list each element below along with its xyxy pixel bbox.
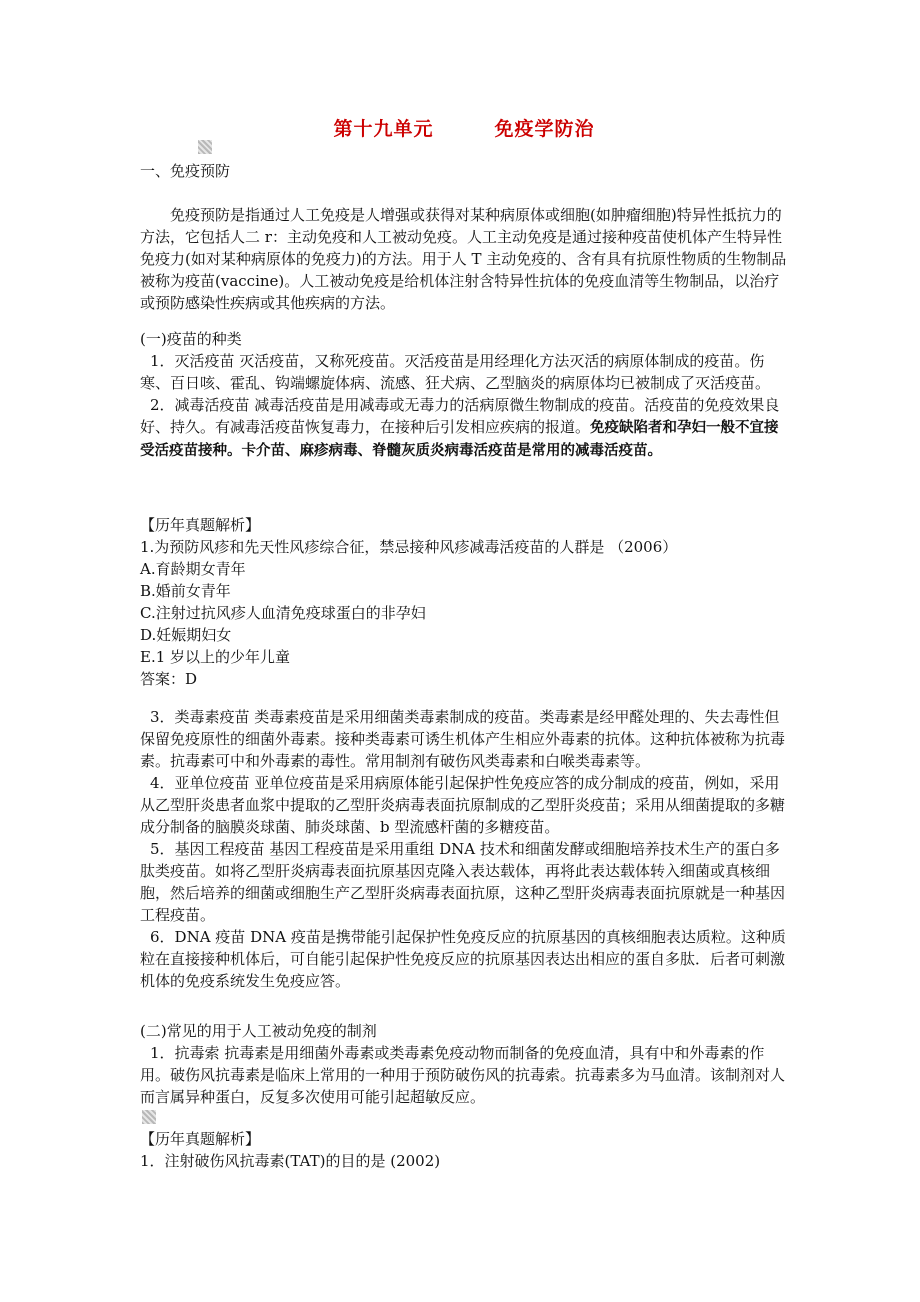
vaccine-types-section xyxy=(140,328,788,462)
section-heading-prevention: 一、免疫预防 xyxy=(140,162,231,180)
toxoid-vaccine-item: 3．类毒素疫苗 类毒素疫苗是采用细菌类毒素制成的疫苗。类毒素是经甲醛处理的、失去毒性但保留免疫原性的细菌外毒素。接种类毒素可诱生机体产生相应外毒素的抗体。这种抗体被称为抗毒素。抗毒素可中和外毒素的毒性。常用制剂有破伤风类毒素和白喉类毒素等。 xyxy=(140,708,786,770)
exam-option: E.1 岁以上的少年儿童 xyxy=(140,648,291,666)
passive-immunity-section xyxy=(140,1020,788,1108)
genetic-engineering-vaccine-item: 5．基因工程疫苗 基因工程疫苗是采用重组 DNA 技术和细菌发酵或细胞培养技术生产的蛋白多肽类疫苗。如将乙型肝炎病毒表面抗原基因克隆入表达载体，再将此表达载体转入细菌或真核细胞，然后培养的细菌或细胞生产乙型肝炎病毒表面抗原，这种乙型肝炎病毒表面抗原就是一种基因工程疫苗。 xyxy=(140,840,786,924)
exam-option: C.注射过抗风疹人血清免疫球蛋白的非孕妇 xyxy=(140,604,426,622)
watermark-icon xyxy=(198,140,212,154)
live-attenuated-vaccine-item: 2．减毒活疫苗 减毒活疫苗是用减毒或无毒力的活病原微生物制成的疫苗。活疫苗的免疫效果良好、持久。有减毒活疫苗恢复毒力，在接种后引发相应疾病的报道。免疫缺陷者和孕妇一般不宜接受活疫苗接种。卡介苗、麻疹病毒、脊髓灰质炎病毒活疫苗是常用的减毒活疫苗。 xyxy=(140,396,780,459)
bold-note: 免疫缺陷者和孕妇一般不宜接受活疫苗接种。卡介苗、麻疹病毒、脊髓灰质炎病毒活疫苗是常用的减毒活疫苗。 xyxy=(140,420,779,459)
exam-heading: 【历年真题解析】 xyxy=(140,1130,261,1148)
exam-question: 1.为预防风疹和先天性风疹综合征，禁忌接种风疹减毒活疫苗的人群是 （2006） xyxy=(140,538,678,556)
vaccine-types-continued xyxy=(140,706,788,992)
inactivated-vaccine-item: 1．灭活疫苗 灭活疫苗，又称死疫苗。灭活疫苗是用经理化方法灭活的病原体制成的疫苗。伤寒、百日咳、霍乱、钩端螺旋体病、流感、狂犬病、乙型脑炎的病原体均已被制成了灭活疫苗。 xyxy=(140,352,771,392)
exam-option: D.妊娠期妇女 xyxy=(140,626,232,644)
intro-paragraph: 免疫预防是指通过人工免疫是人增强或获得对某种病原体或细胞(如肿瘤细胞)特异性抵抗力的方法，它包括人二 r：主动免疫和人工被动免疫。人工主动免疫是通过接种疫苗使机体产生特异性免疫力(如对某种病原体的免疫力)的方法。用于人 T 主动免疫的、含有具有抗原性物质的生物制品被称为疫苗(vaccine)。人工被动免疫是给机体注射含特异性抗体的免疫血清等生物制品，以治疗或预防感染性疾病或其他疾病的方法。 xyxy=(140,206,787,312)
exam-heading: 【历年真题解析】 xyxy=(140,516,261,534)
page-title: 第十九单元 免疫学防治 xyxy=(333,118,595,140)
exam-analysis-2 xyxy=(140,1128,788,1172)
exam-option: B.婚前女青年 xyxy=(140,582,231,600)
passive-immunity-heading: (二)常见的用于人工被动免疫的制剂 xyxy=(140,1022,377,1040)
watermark-icon xyxy=(142,1110,156,1124)
exam-question: 1．注射破伤风抗毒素(TAT)的目的是 (2002) xyxy=(140,1152,441,1170)
antitoxin-item: 1．抗毒索 抗毒素是用细菌外毒素或类毒素免疫动物而制备的免疫血清，具有中和外毒素的作用。破伤风抗毒素是临床上常用的一种用于预防破伤风的抗毒索。抗毒素多为马血清。该制剂对人而言属异种蛋白，反复多次使用可能引起超敏反应。 xyxy=(140,1044,786,1106)
exam-option: A.育龄期女青年 xyxy=(140,560,246,578)
dna-vaccine-item: 6．DNA 疫苗 DNA 疫苗是携带能引起保护性免疫反应的抗原基因的真核细胞表达质粒。这种质粒在直接接种机体后，可自能引起保护性免疫反应的抗原基因表达出相应的蛋自多肽．后者可刺激机体的免疫系统发生免疫应答。 xyxy=(140,928,786,990)
vaccine-types-heading: (一)疫苗的种类 xyxy=(140,330,242,348)
exam-analysis-1 xyxy=(140,514,788,690)
subunit-vaccine-item: 4．亚单位疫苗 亚单位疫苗是采用病原体能引起保护性免疫应答的成分制成的疫苗，例如，采用从乙型肝炎患者血浆中提取的乙型肝炎病毒表面抗原制成的乙型肝炎疫苗；采用从细菌提取的多糖成分制备的脑膜炎球菌、肺炎球菌、b 型流感杆菌的多糖疫苗。 xyxy=(140,774,786,836)
exam-answer: 答案：D xyxy=(140,670,198,688)
